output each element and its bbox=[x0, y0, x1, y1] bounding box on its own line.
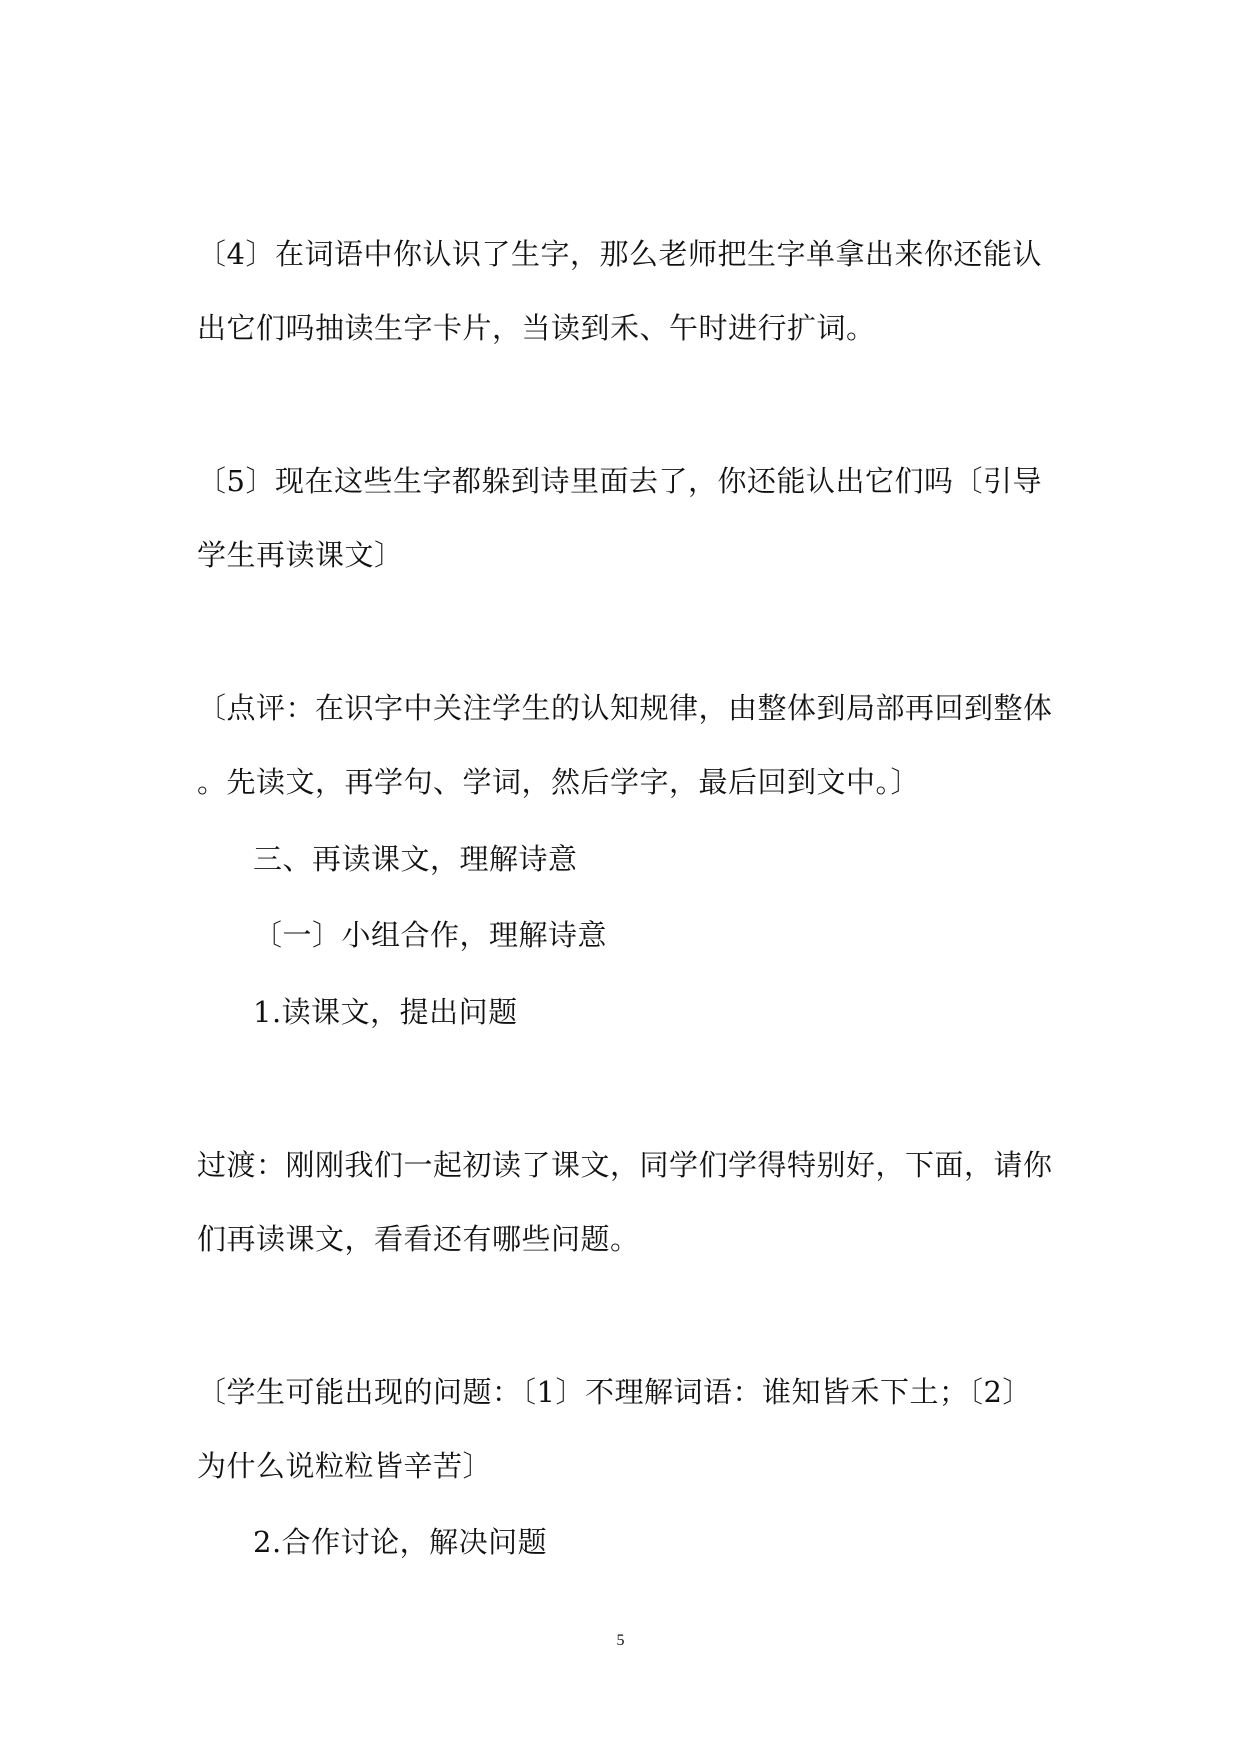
paragraph-line: 〔5〕现在这些生字都躲到诗里面去了，你还能认出它们吗〔引导 bbox=[197, 464, 1042, 498]
subsection-heading: 〔一〕小组合作，理解诗意 bbox=[253, 918, 608, 952]
section-heading: 三、再读课文，理解诗意 bbox=[253, 842, 578, 876]
paragraph-line: 。先读文，再学句、学词，然后学字，最后回到文中。〕 bbox=[197, 765, 921, 799]
step-heading: 2.合作讨论，解决问题 bbox=[253, 1525, 548, 1559]
paragraph-line: 〔4〕在词语中你认识了生字，那么老师把生字单拿出来你还能认 bbox=[197, 237, 1042, 271]
paragraph-line: 过渡：刚刚我们一起初读了课文，同学们学得特别好，下面，请你 bbox=[197, 1148, 1053, 1182]
step-heading: 1.读课文，提出问题 bbox=[253, 995, 518, 1029]
paragraph-line: 们再读课文，看看还有哪些问题。 bbox=[197, 1222, 640, 1256]
paragraph-line: 出它们吗抽读生字卡片，当读到禾、午时进行扩词。 bbox=[197, 311, 876, 345]
paragraph-line: 〔学生可能出现的问题：〔1〕不理解词语：谁知皆禾下土；〔2〕 bbox=[197, 1375, 1032, 1409]
paragraph-line: 为什么说粒粒皆辛苦〕 bbox=[197, 1449, 493, 1483]
paragraph-line: 学生再读课文〕 bbox=[197, 538, 404, 572]
page-number: 5 bbox=[616, 1632, 625, 1649]
paragraph-line: 〔点评：在识字中关注学生的认知规律，由整体到局部再回到整体 bbox=[197, 691, 1053, 725]
